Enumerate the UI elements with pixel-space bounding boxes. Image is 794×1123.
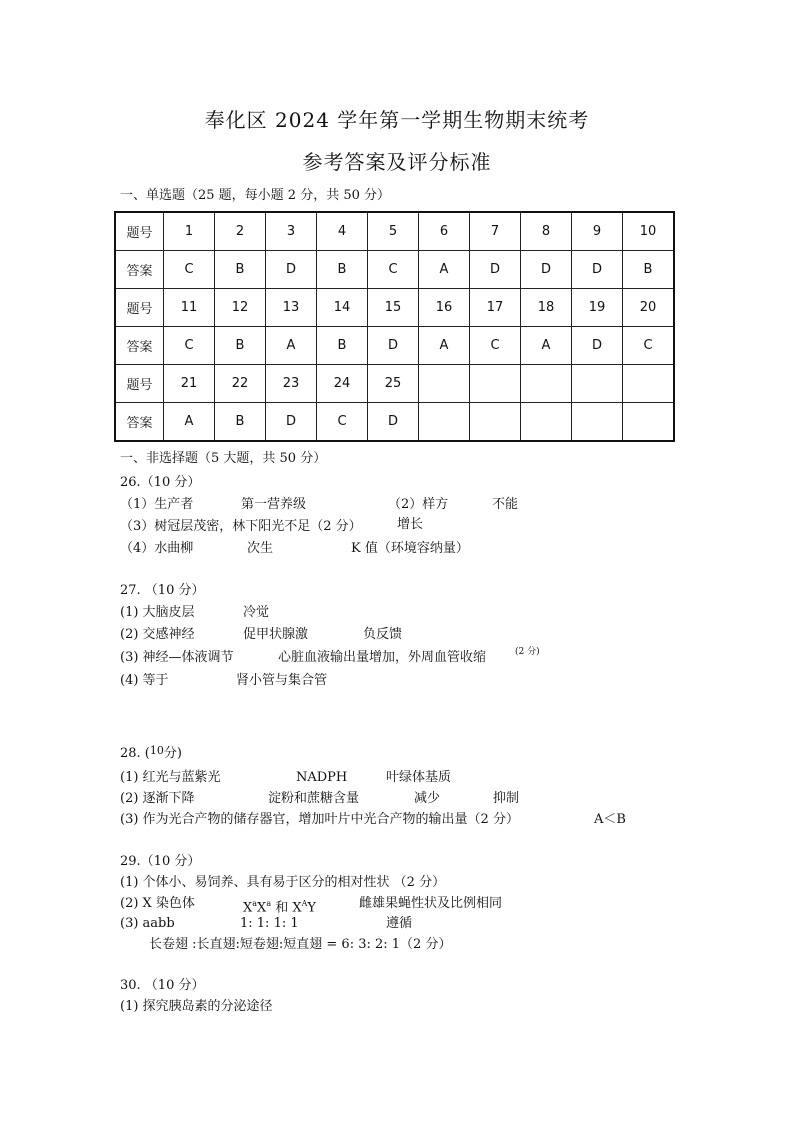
q29-geno-and-x: 和 X	[271, 900, 302, 916]
answer-table-row-header: 题号	[115, 289, 164, 327]
answer-table-cell: 5	[368, 212, 419, 251]
answer-table-cell: A	[164, 403, 215, 442]
q28-line1-a: (1) 红光与蓝紫光	[120, 770, 221, 785]
q29-line2-genotype	[243, 895, 316, 917]
q27-line1-b: 冷觉	[243, 605, 270, 620]
q29-line4: 长卷翅 :长直翅:短卷翅:短直翅 = 6: 3: 2: 1（2 分）	[149, 937, 452, 952]
answer-table-cell: C	[317, 403, 368, 442]
answer-table-cell: 4	[317, 212, 368, 251]
answer-table-cell: 9	[572, 212, 623, 251]
q26-line1-a: （1）生产者	[120, 497, 194, 512]
q29-geno-sup1: a	[252, 899, 258, 908]
answer-table-cell: D	[368, 327, 419, 365]
q29-line2-c: 雌雄果蝇性状及比例相同	[359, 896, 503, 911]
answer-table-cell: B	[317, 251, 368, 289]
answer-table-cell: 23	[266, 365, 317, 403]
answer-table-cell: 14	[317, 289, 368, 327]
answer-table-cell: A	[419, 327, 470, 365]
answer-table-cell: D	[572, 327, 623, 365]
answer-table-cell	[470, 365, 521, 403]
answer-table-cell: 8	[521, 212, 572, 251]
q26-line3-b: 次生	[247, 541, 274, 556]
q26-line3-a: （4）水曲柳	[120, 541, 194, 556]
q26-line3-c: K 值（环境容纳量）	[351, 541, 469, 556]
q27-line2-a: (2) 交感神经	[120, 627, 195, 642]
answer-table-cell: D	[572, 251, 623, 289]
q28-heading	[120, 742, 182, 763]
answer-table-cell: 12	[215, 289, 266, 327]
answer-table-cell: A	[266, 327, 317, 365]
q29-geno-y: Y	[307, 900, 316, 916]
answer-table-cell	[623, 403, 675, 442]
q28-line1-c: 叶绿体基质	[386, 770, 452, 785]
q27-line4-b: 肾小管与集合管	[236, 673, 328, 688]
answer-table	[114, 211, 675, 442]
q28-line2-a: (2) 逐渐下降	[120, 791, 195, 806]
q29-geno-sup3: A	[301, 899, 308, 908]
q27-line3-score: (2 分)	[515, 647, 540, 657]
q28-line2-c: 减少	[414, 791, 441, 806]
q29-heading: 29.（10 分）	[120, 854, 201, 869]
answer-table-cell	[521, 365, 572, 403]
answer-table-row	[115, 365, 674, 403]
answer-table-cell	[419, 403, 470, 442]
q27-line1-a: (1) 大脑皮层	[120, 605, 195, 620]
q29-line1: (1) 个体小、易饲养、具有易于区分的相对性状 （2 分）	[120, 875, 446, 890]
q29-line3-a: (3) aabb	[120, 916, 175, 931]
q30-heading: 30. （10 分）	[120, 978, 205, 993]
answer-table-cell: 19	[572, 289, 623, 327]
page-title: 奉化区 2024 学年第一学期生物期末统考	[204, 108, 590, 132]
page-subtitle: 参考答案及评分标准	[302, 150, 492, 174]
answer-table-row-header: 题号	[115, 365, 164, 403]
q27-line4-a: (4) 等于	[120, 673, 169, 688]
answer-table-cell: 2	[215, 212, 266, 251]
q29-line2-a: (2) X 染色体	[120, 896, 195, 911]
answer-table-row	[115, 289, 674, 327]
answer-table-cell: D	[368, 403, 419, 442]
answer-table-cell: 3	[266, 212, 317, 251]
q27-line3-a: (3) 神经—体液调节	[120, 650, 234, 665]
q26-line2-a: （3）树冠层茂密，林下阳光不足（2 分）	[120, 519, 362, 534]
answer-table-row	[115, 327, 674, 365]
q29-geno-sup2: a	[266, 899, 272, 908]
q29-geno-x2: X	[257, 900, 267, 916]
q28-line3-a: (3) 作为光合产物的储存器官，增加叶片中光合产物的输出量（2 分）	[120, 812, 519, 827]
q26-heading: 26.（10 分）	[120, 475, 201, 490]
answer-table-cell	[521, 403, 572, 442]
answer-table-cell: B	[317, 327, 368, 365]
q28-line2-d: 抑制	[493, 791, 520, 806]
section-non-choice: 一、非选择题（5 大题，共 50 分）	[120, 451, 327, 466]
answer-table-cell: D	[266, 251, 317, 289]
answer-table-cell: 25	[368, 365, 419, 403]
answer-table-cell: C	[623, 327, 675, 365]
answer-table-row-header: 答案	[115, 251, 164, 289]
answer-table-cell: B	[623, 251, 675, 289]
answer-table-row	[115, 251, 674, 289]
answer-table-cell	[572, 403, 623, 442]
q27-line2-b: 促甲状腺激	[243, 627, 309, 642]
q29-geno-x1: X	[243, 900, 253, 916]
q29-line3-b: 1: 1: 1: 1	[240, 916, 299, 931]
answer-table-cell	[470, 403, 521, 442]
answer-table-cell: 16	[419, 289, 470, 327]
answer-table-cell: 7	[470, 212, 521, 251]
q30-line1: (1) 探究胰岛素的分泌途径	[120, 999, 273, 1014]
answer-table-cell: A	[521, 327, 572, 365]
q26-line1-c: （2）样方	[388, 497, 449, 512]
answer-table-cell: 18	[521, 289, 572, 327]
answer-table-row-header: 答案	[115, 327, 164, 365]
answer-table-cell: 20	[623, 289, 675, 327]
answer-table-cell: 24	[317, 365, 368, 403]
answer-table-cell	[623, 365, 675, 403]
answer-table-row-header: 答案	[115, 403, 164, 442]
q29-line3-c: 遵循	[386, 916, 413, 931]
answer-table-cell: C	[470, 327, 521, 365]
q27-heading: 27. （10 分）	[120, 583, 205, 598]
answer-table-cell: C	[368, 251, 419, 289]
answer-table-cell: B	[215, 327, 266, 365]
q27-line3-b: 心脏血液输出量增加，外周血管收缩	[278, 650, 487, 665]
answer-table-cell: 11	[164, 289, 215, 327]
section-single-choice: 一、单选题（25 题，每小题 2 分，共 50 分）	[120, 188, 391, 203]
answer-table-cell: 15	[368, 289, 419, 327]
q26-line2-b: 增长	[397, 517, 424, 532]
answer-table-cell: C	[164, 251, 215, 289]
q28-line2-b: 淀粉和蔗糖含量	[268, 791, 360, 806]
answer-table-row	[115, 212, 674, 251]
answer-table-cell	[419, 365, 470, 403]
answer-table-cell: D	[266, 403, 317, 442]
q28-head-c: 分)	[163, 746, 182, 761]
answer-table-cell: 17	[470, 289, 521, 327]
answer-table-cell: B	[215, 251, 266, 289]
answer-table-row-header: 题号	[115, 212, 164, 251]
q27-line2-c: 负反馈	[363, 627, 403, 642]
answer-table-cell: 10	[623, 212, 675, 251]
answer-table-cell: 1	[164, 212, 215, 251]
answer-table-cell: A	[419, 251, 470, 289]
q28-head-a: 28. (	[120, 746, 150, 761]
answer-table-cell: 22	[215, 365, 266, 403]
q28-line3-b: A＜B	[594, 812, 626, 827]
answer-table-cell	[572, 365, 623, 403]
q26-line1-d: 不能	[492, 497, 519, 512]
q28-head-b: 10	[149, 744, 164, 757]
q26-line1-b: 第一营养级	[241, 497, 307, 512]
answer-table-cell: 21	[164, 365, 215, 403]
answer-table-cell: B	[215, 403, 266, 442]
answer-table-cell: D	[470, 251, 521, 289]
answer-table-cell: 6	[419, 212, 470, 251]
answer-table-cell: C	[164, 327, 215, 365]
q28-line1-b: NADPH	[296, 770, 348, 785]
answer-table-cell: D	[521, 251, 572, 289]
answer-table-cell: 13	[266, 289, 317, 327]
q27-score-text: 2 分	[518, 647, 537, 657]
answer-table-row	[115, 403, 674, 442]
